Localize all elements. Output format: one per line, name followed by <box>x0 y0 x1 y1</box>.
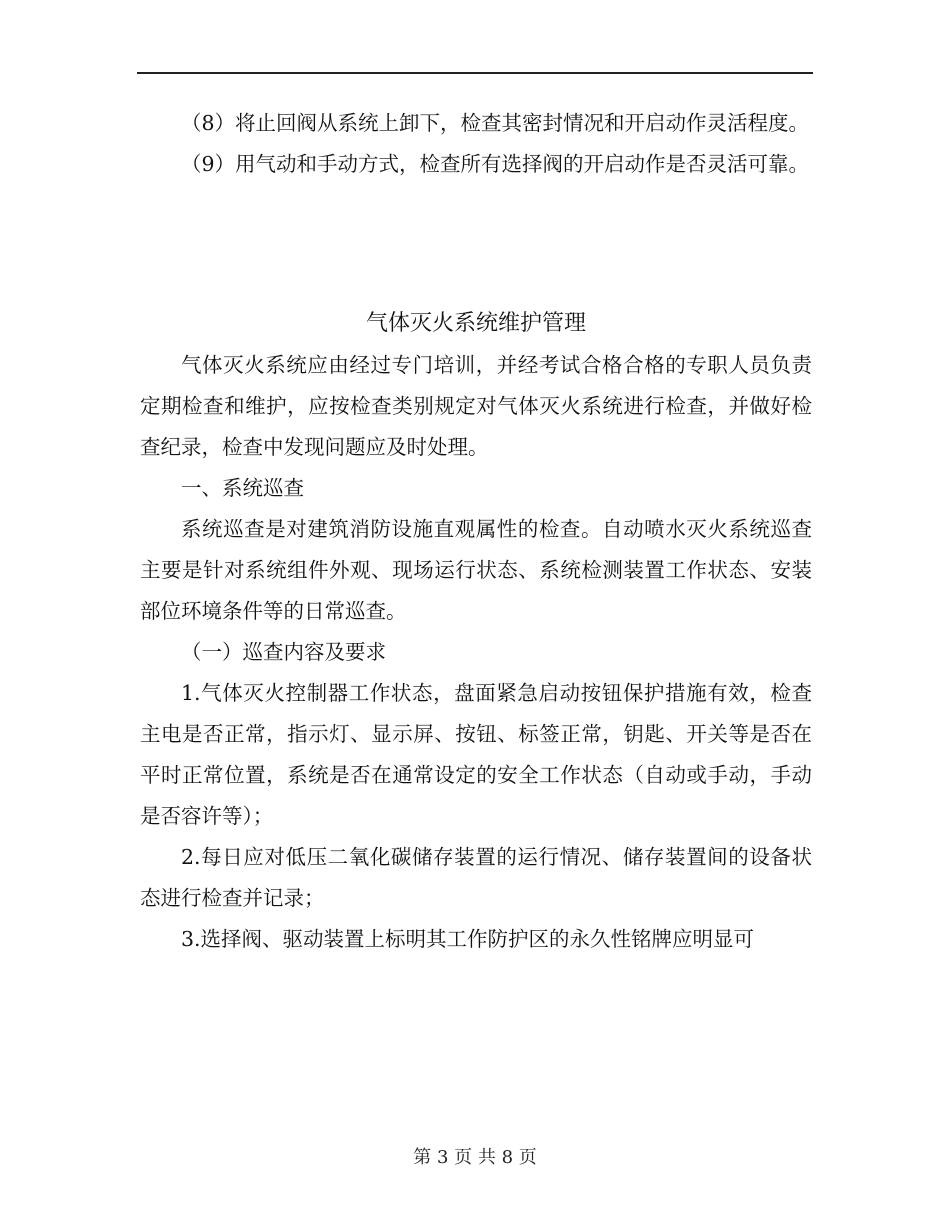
intro-paragraph: 气体灭火系统应由经过专门培训，并经考试合格合格的专职人员负责定期检查和维护，应按检查类别规定对气体灭火系统进行检查，并做好检查纪录，检查中发现问题应及时处理。 <box>140 353 812 459</box>
patrol-paragraph: 系统巡查是对建筑消防设施直观属性的检查。自动喷水灭火系统巡查主要是针对系统组件外观、现场运行状态、系统检测装置工作状态、安装部位环境条件等的日常巡查。 <box>140 517 812 623</box>
page-number-footer: 第 3 页 共 8 页 <box>413 1147 537 1168</box>
list-item-2: 2.每日应对低压二氧化碳储存装置的运行情况、储存装置间的设备状态进行检查并记录； <box>140 845 812 910</box>
document-body <box>140 103 812 960</box>
paragraph-item-8: （8）将止回阀从系统上卸下，检查其密封情况和开启动作灵活程度。 <box>181 111 810 135</box>
section-gap <box>140 185 812 303</box>
list-item-1: 1.气体灭火控制器工作状态，盘面紧急启动按钮保护措施有效，检查主电是否正常，指示灯、显示屏、按钮、标签正常，钥匙、开关等是否在平时正常位置，系统是否在通常设定的安全工作状态（自动或手动，手动是否容许等）； <box>140 681 812 828</box>
section-title: 气体灭火系统维护管理 <box>365 311 586 336</box>
heading-system-patrol: 一、系统巡查 <box>181 476 304 500</box>
paragraph-item-9: （9）用气动和手动方式，检查所有选择阀的开启动作是否灵活可靠。 <box>181 152 810 176</box>
subheading-patrol-content: （一）巡查内容及要求 <box>181 640 386 664</box>
list-item-3: 3.选择阀、驱动装置上标明其工作防护区的永久性铭牌应明显可 <box>181 927 755 951</box>
header-rule <box>137 72 813 74</box>
